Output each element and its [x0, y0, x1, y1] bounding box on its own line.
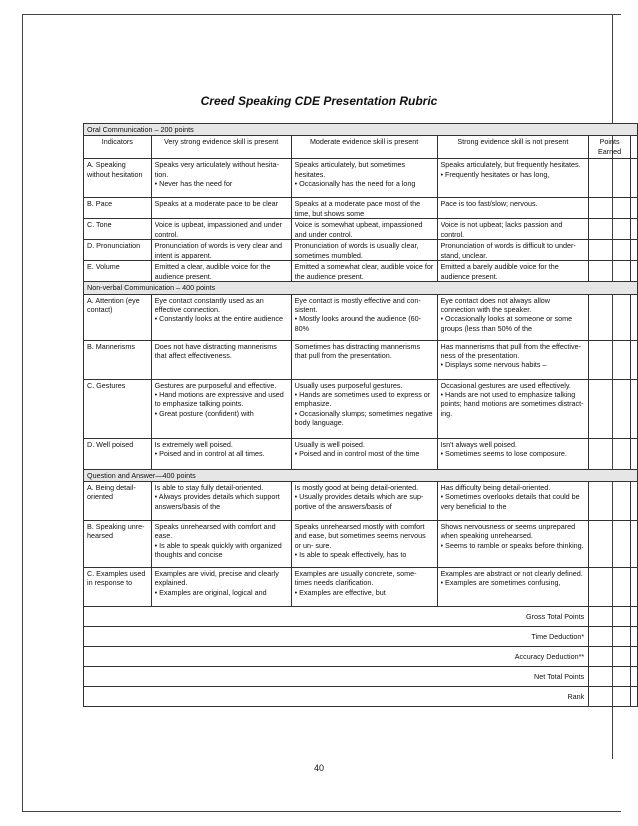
indicator-cell: B. Pace: [84, 198, 152, 219]
rubric-cell: Examples are usually concrete, some- times needs clarification. • Examples are effective, but: [291, 568, 437, 607]
indicator-cell: C. Tone: [84, 219, 152, 240]
rubric-cell: Sometimes has distracting mannerisms that pull from the presentation.: [291, 340, 437, 379]
summary-value-cell[interactable]: [589, 667, 631, 687]
rubric-cell: Has difficulty being detail-oriented. • Sometimes overlooks details that could be very beneficial to the: [437, 482, 589, 521]
rubric-cell: Pronunciation of words is very clear and intent is apparent.: [151, 240, 291, 261]
summary-label: Time Deduction*: [84, 627, 589, 647]
column-header-moderate: Moderate evidence skill is present: [291, 136, 437, 159]
rubric-cell: Speaks at a moderate pace to be clear: [151, 198, 291, 219]
rubric-cell: Is able to stay fully detail-oriented. • Always provides details which support answers/basis of the: [151, 482, 291, 521]
indicator-cell: A. Being detail-oriented: [84, 482, 152, 521]
points-cell[interactable]: [589, 340, 631, 379]
rubric-cell: Occasional gestures are used effectively. • Hands are not used to emphasize talking points; hand motions are sometimes distract- ing.: [437, 379, 589, 438]
points-cell[interactable]: [589, 379, 631, 438]
indicator-cell: C. Gestures: [84, 379, 152, 438]
indicator-cell: A. Attention (eye contact): [84, 294, 152, 340]
page-number: 40: [313, 763, 324, 773]
summary-label: Gross Total Points: [84, 607, 589, 627]
rubric-cell: Emitted a barely audible voice for the audience present.: [437, 261, 589, 282]
rubric-cell: Pronunciation of words is usually clear, sometimes mumbled.: [291, 240, 437, 261]
rubric-cell: Does not have distracting mannerisms that affect effectiveness.: [151, 340, 291, 379]
column-header-very-strong: Very strong evidence skill is present: [151, 136, 291, 159]
rubric-cell: Has mannerisms that pull from the effective- ness of the presentation. • Displays some nervous habits –: [437, 340, 589, 379]
rubric-cell: Is extremely well poised. • Poised and in control at all times.: [151, 438, 291, 469]
rubric-cell: Speaks unrehearsed mostly with comfort and ease, but sometimes seems nervous or un- sure. • Is able to speak effectively, has to: [291, 521, 437, 568]
summary-value-cell[interactable]: [589, 607, 631, 627]
rubric-cell: Speaks unrehearsed with comfort and ease. • Is able to speak quickly with organized thoughts and concise: [151, 521, 291, 568]
summary-label: Net Total Points: [84, 667, 589, 687]
rubric-cell: Eye contact constantly used as an effective connection. • Constantly looks at the entire audience: [151, 294, 291, 340]
rubric-cell: Eye contact is mostly effective and con- sistent. • Mostly looks around the audience (60-80%: [291, 294, 437, 340]
rubric-cell: Speaks at a moderate pace most of the time, but shows some: [291, 198, 437, 219]
rubric-cell: Emitted a clear, audible voice for the audience present.: [151, 261, 291, 282]
rubric-cell: Speaks articulately, but frequently hesitates. • Frequently hesitates or has long,: [437, 159, 589, 198]
rubric-cell: Pronunciation of words is difficult to under- stand, unclear.: [437, 240, 589, 261]
section-header: Oral Communication – 200 points: [84, 124, 638, 136]
indicator-cell: D. Well poised: [84, 438, 152, 469]
rubric-cell: Isn't always well poised. • Sometimes seems to lose composure.: [437, 438, 589, 469]
points-cell[interactable]: [589, 240, 631, 261]
summary-label: Rank: [84, 687, 589, 707]
points-cell[interactable]: [589, 159, 631, 198]
rubric-cell: Voice is upbeat, impassioned and under control.: [151, 219, 291, 240]
points-cell[interactable]: [589, 294, 631, 340]
rubric-cell: Gestures are purposeful and effective. • Hand motions are expressive and used to emphasize talking points. • Great posture (confident) with: [151, 379, 291, 438]
rubric-cell: Shows nervousness or seems unprepared when speaking unrehearsed. • Seems to ramble or speaks before thinking.: [437, 521, 589, 568]
rubric-cell: Speaks very articulately without hesita- tion. • Never has the need for: [151, 159, 291, 198]
rubric-cell: Is mostly good at being detail-oriented. • Usually provides details which are sup- portive of the answers/basis of: [291, 482, 437, 521]
points-cell[interactable]: [589, 521, 631, 568]
indicator-cell: A. Speaking without hesitation: [84, 159, 152, 198]
indicator-cell: D. Pronunciation: [84, 240, 152, 261]
points-cell[interactable]: [589, 438, 631, 469]
rubric-title: Creed Speaking CDE Presentation Rubric: [200, 94, 438, 108]
rubric-cell: Voice is not upbeat; lacks passion and control.: [437, 219, 589, 240]
rubric-cell: Pace is too fast/slow; nervous.: [437, 198, 589, 219]
indicator-cell: B. Mannerisms: [84, 340, 152, 379]
points-cell[interactable]: [589, 482, 631, 521]
indicator-cell: C. Examples used in response to: [84, 568, 152, 607]
summary-label: Accuracy Deduction**: [84, 647, 589, 667]
rubric-cell: Eye contact does not always allow connection with the speaker. • Occasionally looks at someone or some groups (less than 50% of the: [437, 294, 589, 340]
rubric-cell: Examples are abstract or not clearly defined. • Examples are sometimes confusing,: [437, 568, 589, 607]
rubric-cell: Usually is well poised. • Poised and in control most of the time: [291, 438, 437, 469]
section-header: Question and Answer—400 points: [84, 469, 638, 481]
indicator-cell: E. Volume: [84, 261, 152, 282]
rubric-cell: Examples are vivid, precise and clearly explained. • Examples are original, logical and: [151, 568, 291, 607]
rubric-cell: Usually uses purposeful gestures. • Hands are sometimes used to express or emphasize. • Occasionally slumps; sometimes negative body language.: [291, 379, 437, 438]
column-header-indicators: Indicators: [84, 136, 152, 159]
indicator-cell: B. Speaking unre- hearsed: [84, 521, 152, 568]
summary-value-cell[interactable]: [589, 627, 631, 647]
rubric-table: [83, 123, 638, 707]
points-cell[interactable]: [589, 261, 631, 282]
rubric-cell: Voice is somewhat upbeat, impassioned and under control.: [291, 219, 437, 240]
points-cell[interactable]: [589, 568, 631, 607]
section-header: Non-verbal Communication – 400 points: [84, 282, 638, 294]
summary-value-cell[interactable]: [589, 647, 631, 667]
summary-value-cell[interactable]: [589, 687, 631, 707]
column-header-not-present: Strong evidence skill is not present: [437, 136, 589, 159]
rubric-cell: Emitted a somewhat clear, audible voice for the audience present.: [291, 261, 437, 282]
points-cell[interactable]: [589, 198, 631, 219]
points-cell[interactable]: [589, 219, 631, 240]
rubric-cell: Speaks articulately, but sometimes hesitates. • Occasionally has the need for a long: [291, 159, 437, 198]
column-header-points: Points Earned: [589, 136, 631, 159]
